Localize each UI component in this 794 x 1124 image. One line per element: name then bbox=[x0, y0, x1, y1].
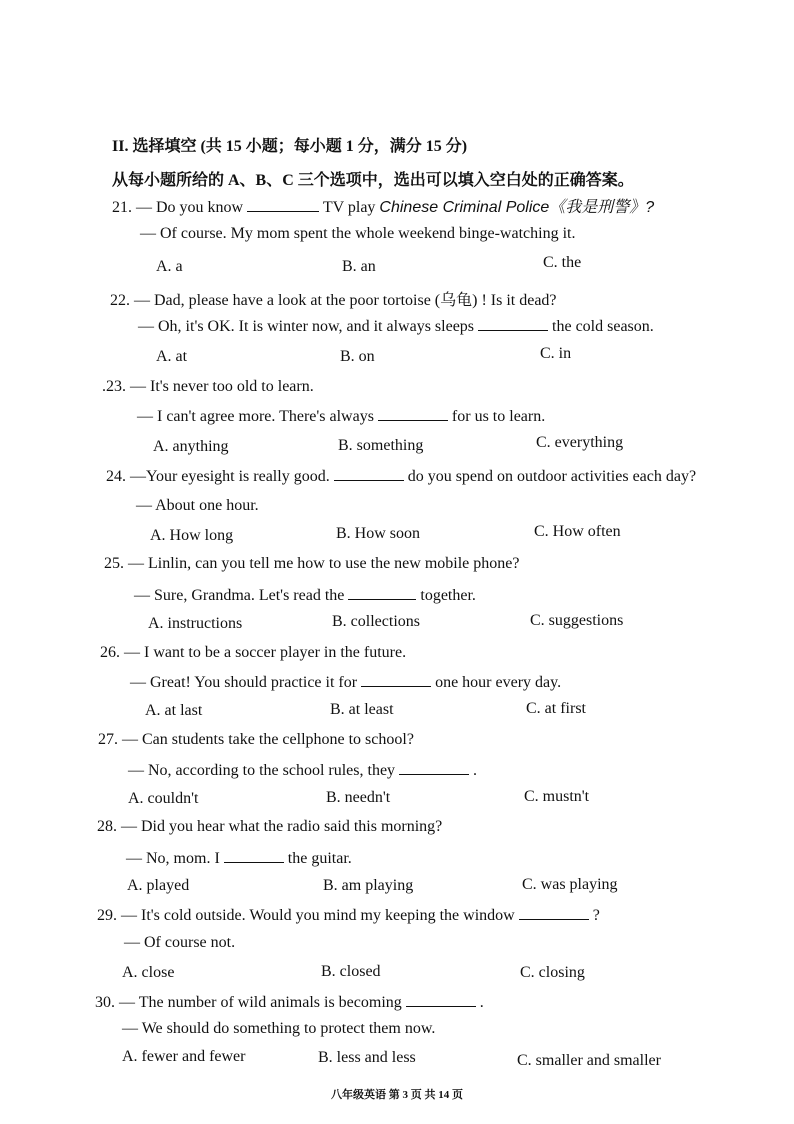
question-number: 25. bbox=[104, 555, 124, 572]
answer-text: — I can't agree more. There's always bbox=[137, 408, 374, 425]
question-number: 22. bbox=[110, 292, 130, 309]
answer-line-30: — We should do something to protect them now. bbox=[122, 1020, 436, 1037]
question-27 bbox=[98, 731, 414, 749]
answer-blank bbox=[361, 672, 431, 687]
answer-text: — Oh, it's OK. It is winter now, and it always sleeps bbox=[138, 318, 475, 335]
question-text: do you spend on outdoor activities each day? bbox=[407, 468, 697, 485]
question-text: TV play bbox=[322, 199, 376, 216]
question-text-italic: Chinese Criminal Police《我是刑警》? bbox=[379, 199, 655, 216]
option-b-23[interactable]: B. something bbox=[338, 437, 424, 454]
answer-blank bbox=[406, 992, 476, 1007]
question-text: —Your eyesight is really good. bbox=[130, 468, 330, 485]
question-24 bbox=[106, 466, 696, 486]
answer-blank bbox=[247, 197, 319, 212]
option-c-30[interactable]: C. smaller and smaller bbox=[517, 1052, 661, 1069]
answer-text: — No, according to the school rules, they bbox=[128, 762, 396, 779]
option-a-25[interactable]: A. instructions bbox=[148, 615, 243, 632]
option-a-28[interactable]: A. played bbox=[127, 877, 190, 894]
question-number: 29. bbox=[97, 907, 117, 924]
option-a-27[interactable]: A. couldn't bbox=[128, 790, 199, 807]
answer-line-22 bbox=[138, 316, 654, 336]
option-b-29[interactable]: B. closed bbox=[321, 963, 381, 980]
question-23 bbox=[102, 378, 314, 396]
question-22 bbox=[110, 287, 557, 310]
answer-text: the cold season. bbox=[552, 318, 654, 335]
question-text: — Dad, please have a look at the poor tortoise (乌龟) ! Is it dead? bbox=[134, 292, 557, 309]
question-text: — It's never too old to learn. bbox=[130, 378, 314, 395]
question-text: — Can students take the cellphone to school? bbox=[122, 731, 414, 748]
answer-text: the guitar. bbox=[287, 850, 352, 867]
answer-blank bbox=[348, 585, 416, 600]
answer-text: — No, mom. I bbox=[126, 850, 220, 867]
option-c-23[interactable]: C. everything bbox=[536, 434, 624, 451]
option-c-21[interactable]: C. the bbox=[543, 254, 582, 271]
option-b-27[interactable]: B. needn't bbox=[326, 789, 391, 806]
question-28 bbox=[97, 818, 442, 836]
question-30 bbox=[95, 992, 484, 1012]
question-number: 21. bbox=[112, 199, 132, 216]
page-footer: 八年级英语 第 3 页 共 14 页 bbox=[331, 1089, 463, 1101]
answer-text: one hour every day. bbox=[435, 674, 562, 691]
answer-blank bbox=[399, 760, 469, 775]
option-c-25[interactable]: C. suggestions bbox=[530, 612, 624, 629]
question-text: — Did you hear what the radio said this morning? bbox=[121, 818, 443, 835]
answer-line-23 bbox=[137, 406, 545, 426]
answer-line-25 bbox=[134, 585, 476, 605]
question-29 bbox=[97, 905, 600, 925]
question-text: — I want to be a soccer player in the future. bbox=[124, 644, 407, 661]
question-21 bbox=[112, 194, 654, 217]
question-text: — It's cold outside. Would you mind my keeping the window bbox=[121, 907, 515, 924]
option-b-26[interactable]: B. at least bbox=[330, 701, 394, 718]
answer-blank bbox=[478, 316, 548, 331]
question-25 bbox=[104, 555, 519, 573]
question-text: — The number of wild animals is becoming bbox=[119, 994, 402, 1011]
question-number: 26. bbox=[100, 644, 120, 661]
question-text: — Linlin, can you tell me how to use the new mobile phone? bbox=[128, 555, 520, 572]
question-number: 28. bbox=[97, 818, 117, 835]
question-number: 24. bbox=[106, 468, 126, 485]
option-a-30[interactable]: A. fewer and fewer bbox=[122, 1048, 246, 1065]
question-text: ? bbox=[592, 907, 600, 924]
option-c-28[interactable]: C. was playing bbox=[522, 876, 618, 893]
question-number: .23. bbox=[102, 378, 126, 395]
option-b-30[interactable]: B. less and less bbox=[318, 1049, 416, 1066]
answer-text: for us to learn. bbox=[451, 408, 546, 425]
option-a-23[interactable]: A. anything bbox=[153, 438, 229, 455]
option-a-24[interactable]: A. How long bbox=[150, 527, 234, 544]
question-text: . bbox=[479, 994, 484, 1011]
answer-blank bbox=[224, 848, 284, 863]
answer-line-21: — Of course. My mom spent the whole weekend binge-watching it. bbox=[140, 225, 576, 242]
option-c-22[interactable]: C. in bbox=[540, 345, 572, 362]
answer-blank bbox=[334, 466, 404, 481]
question-number: 27. bbox=[98, 731, 118, 748]
question-text: — Do you know bbox=[136, 199, 244, 216]
option-a-22[interactable]: A. at bbox=[156, 348, 188, 365]
answer-line-26 bbox=[130, 672, 561, 692]
option-c-29[interactable]: C. closing bbox=[520, 964, 585, 981]
answer-text: — Sure, Grandma. Let's read the bbox=[134, 587, 345, 604]
option-a-21[interactable]: A. a bbox=[156, 258, 183, 275]
answer-blank bbox=[378, 406, 448, 421]
option-b-24[interactable]: B. How soon bbox=[336, 525, 421, 542]
answer-blank bbox=[519, 905, 589, 920]
option-b-22[interactable]: B. on bbox=[340, 348, 375, 365]
option-b-25[interactable]: B. collections bbox=[332, 613, 420, 630]
answer-text: . bbox=[473, 762, 478, 779]
section-instruction: 从每小题所给的 A、B、C 三个选项中，选出可以填入空白处的正确答案。 bbox=[112, 172, 634, 189]
option-c-26[interactable]: C. at first bbox=[526, 700, 586, 717]
answer-line-29: — Of course not. bbox=[124, 934, 236, 951]
option-b-21[interactable]: B. an bbox=[342, 258, 376, 275]
answer-text: together. bbox=[420, 587, 476, 604]
option-c-24[interactable]: C. How often bbox=[534, 523, 621, 540]
answer-line-24: — About one hour. bbox=[136, 497, 259, 514]
question-number: 30. bbox=[95, 994, 115, 1011]
section-title: II. 选择填空 (共 15 小题；每小题 1 分，满分 15 分) bbox=[112, 138, 468, 155]
option-c-27[interactable]: C. mustn't bbox=[524, 788, 590, 805]
option-b-28[interactable]: B. am playing bbox=[323, 877, 414, 894]
option-a-29[interactable]: A. close bbox=[122, 964, 175, 981]
question-26 bbox=[100, 644, 406, 662]
answer-text: — Great! You should practice it for bbox=[130, 674, 358, 691]
answer-line-27 bbox=[128, 760, 477, 780]
option-a-26[interactable]: A. at last bbox=[145, 702, 203, 719]
answer-line-28 bbox=[126, 848, 352, 868]
